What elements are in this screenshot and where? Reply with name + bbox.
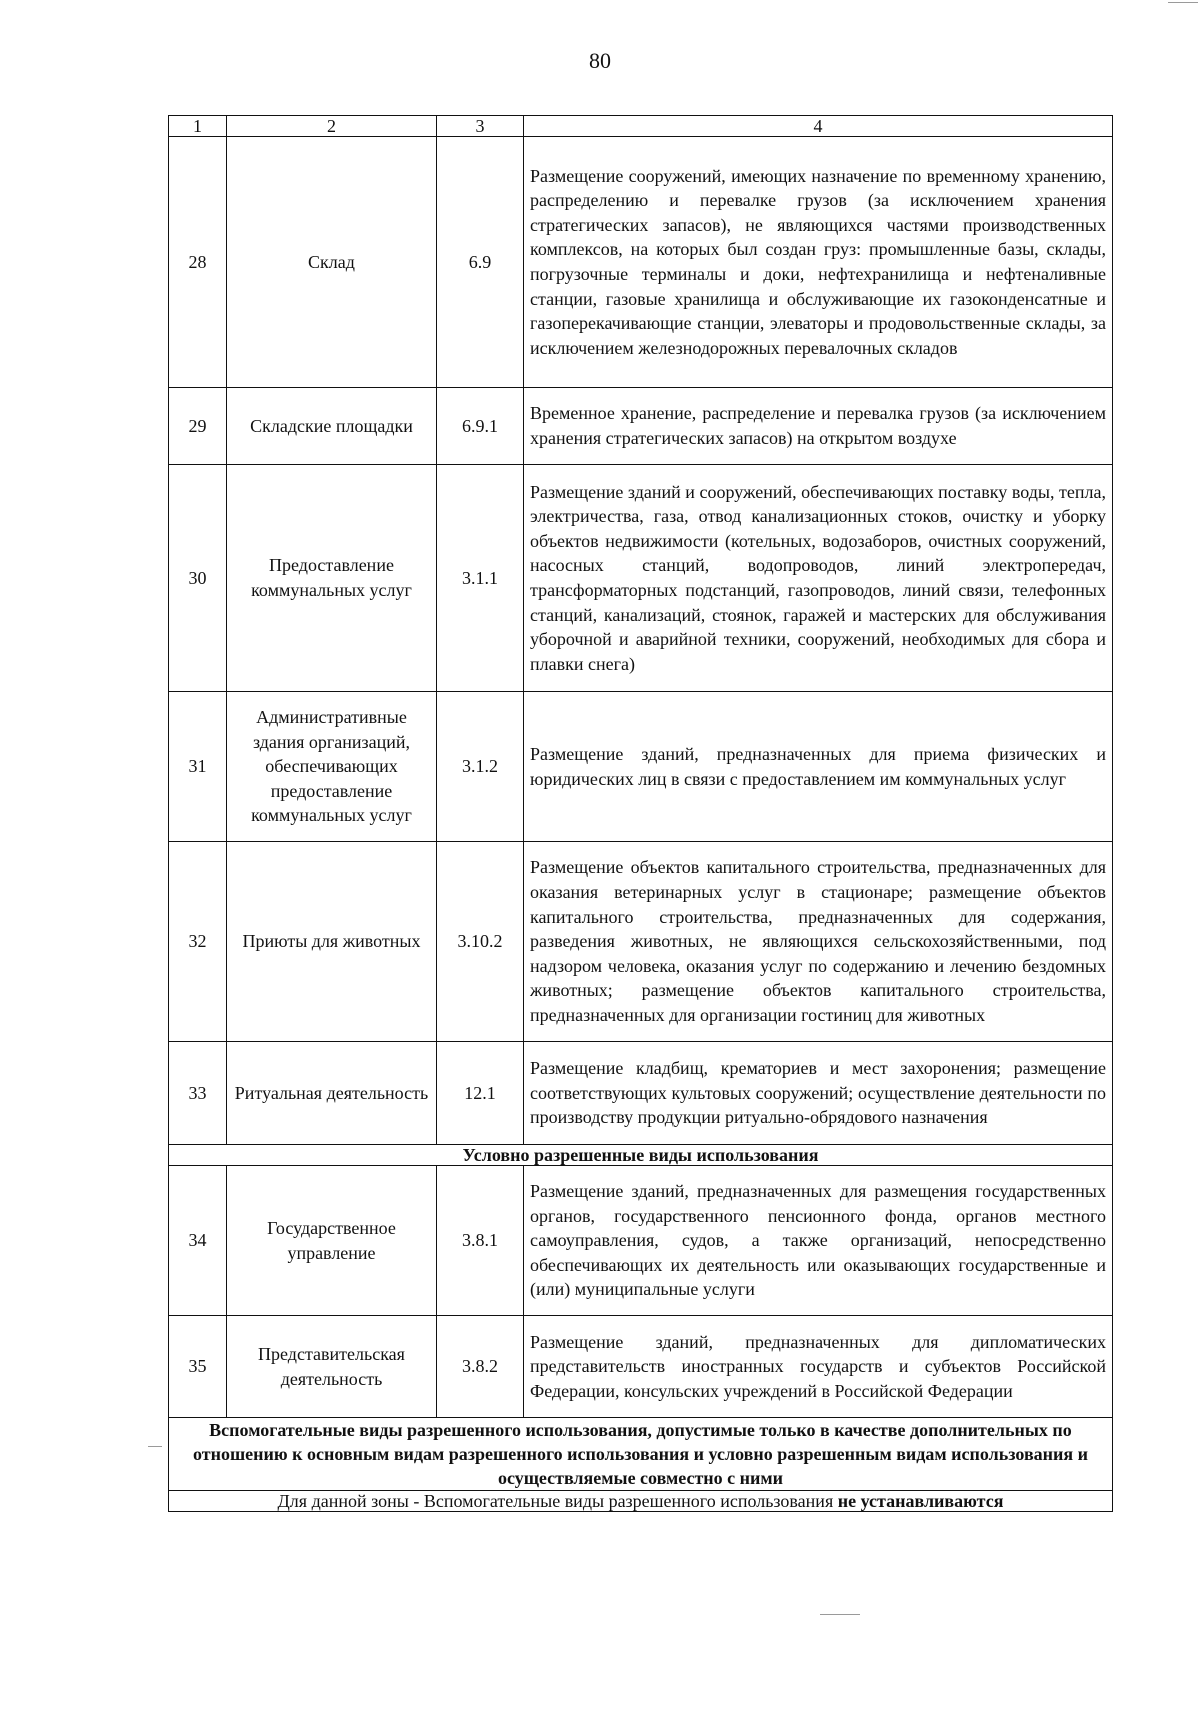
use-type-name: Государственное управление: [227, 1166, 437, 1316]
scan-mark: [148, 1446, 162, 1447]
auxiliary-note: [169, 1491, 1113, 1512]
use-type-description: Размещение объектов капитального строительства, предназначенных для оказания ветеринарных услуг в стационаре; размещение объектов капитального строительства, предназначенных для содержания, разведения животных, не являющихся сельскохозяйственными, под надзором человека, оказания услуг по содержанию и лечению бездомных животных; размещение объектов капитального строительства, предназначенных для организации гостиниц для животных: [524, 842, 1113, 1042]
row-number: 34: [169, 1166, 227, 1316]
scan-mark: [820, 1614, 860, 1615]
use-type-name: Склад: [227, 137, 437, 388]
table-row: [169, 1316, 1113, 1418]
use-type-code: 6.9.1: [437, 388, 524, 465]
conditional-section-title: Условно разрешенные виды использования: [169, 1145, 1113, 1166]
row-number: 32: [169, 842, 227, 1042]
auxiliary-note-bold: не устанавливаются: [837, 1491, 1004, 1511]
use-type-name: Представительская деятельность: [227, 1316, 437, 1418]
row-number: 28: [169, 137, 227, 388]
page-number: 80: [589, 48, 611, 73]
use-type-description: Размещение кладбищ, крематориев и мест захоронения; размещение соответствующих культовых сооружений; осуществление деятельности по производству продукции ритуально-обрядового назначения: [524, 1042, 1113, 1145]
conditional-section-row: [169, 1145, 1113, 1166]
auxiliary-section-row: [169, 1418, 1113, 1491]
use-type-description: Размещение зданий, предназначенных для дипломатических представительств иностранных государств и субъектов Российской Федерации, консульских учреждений в Российской Федерации: [524, 1316, 1113, 1418]
header-col-4: 4: [524, 116, 1113, 137]
row-number: 31: [169, 692, 227, 842]
scan-mark: [1168, 2, 1198, 3]
use-type-description: Размещение сооружений, имеющих назначение по временному хранению, распределению и перевалке грузов (за исключением хранения стратегических запасов), не являющихся частями производственных комплексов, на которых был создан груз: промышленные базы, склады, погрузочные терминалы и доки, нефтехранилища и нефтеналивные станции, газовые хранилища и обслуживающие их газоконденсатные и газоперекачивающие станции, элеваторы и продовольственные склады, за исключением железнодорожных перевалочных складов: [524, 137, 1113, 388]
header-col-3: 3: [437, 116, 524, 137]
use-type-name: Приюты для животных: [227, 842, 437, 1042]
table-row: [169, 137, 1113, 388]
table-row: [169, 842, 1113, 1042]
auxiliary-note-row: [169, 1491, 1113, 1512]
use-type-description: Временное хранение, распределение и перевалка грузов (за исключением хранения стратегических запасов) на открытом воздухе: [524, 388, 1113, 465]
table-row: [169, 1042, 1113, 1145]
use-type-name: Складские площадки: [227, 388, 437, 465]
use-type-name: Административные здания организаций, обеспечивающих предоставление коммунальных услуг: [227, 692, 437, 842]
table-row: [169, 692, 1113, 842]
use-type-description: Размещение зданий, предназначенных для приема физических и юридических лиц в связи с предоставлением им коммунальных услуг: [524, 692, 1113, 842]
land-use-table: [168, 115, 1113, 1512]
use-type-description: Размещение зданий и сооружений, обеспечивающих поставку воды, тепла, электричества, газа, отвод канализационных стоков, очистку и уборку объектов недвижимости (котельных, водозаборов, очистных сооружений, насосных станций, водопроводов, линий электропередач, трансформаторных подстанций, газопроводов, линий связи, телефонных станций, канализаций, стоянок, гаражей и мастерских для обслуживания уборочной и аварийной техники, сооружений, необходимых для сбора и плавки снега): [524, 465, 1113, 692]
row-number: 29: [169, 388, 227, 465]
row-number: 30: [169, 465, 227, 692]
table-row: [169, 388, 1113, 465]
header-col-1: 1: [169, 116, 227, 137]
use-type-code: 3.8.1: [437, 1166, 524, 1316]
auxiliary-note-prefix: Для данной зоны - Вспомогательные виды разрешенного использования: [277, 1491, 838, 1511]
header-row: [169, 116, 1113, 137]
row-number: 35: [169, 1316, 227, 1418]
use-type-name: Предоставление коммунальных услуг: [227, 465, 437, 692]
use-type-name: Ритуальная деятельность: [227, 1042, 437, 1145]
use-type-code: 3.8.2: [437, 1316, 524, 1418]
use-type-code: 3.1.2: [437, 692, 524, 842]
use-type-description: Размещение зданий, предназначенных для размещения государственных органов, государственного пенсионного фонда, органов местного самоуправления, судов, а также организаций, непосредственно обеспечивающих их деятельность или оказывающих государственные и (или) муниципальные услуги: [524, 1166, 1113, 1316]
row-number: 33: [169, 1042, 227, 1145]
table-row: [169, 1166, 1113, 1316]
table-row: [169, 465, 1113, 692]
auxiliary-section-title: Вспомогательные виды разрешенного использования, допустимые только в качестве дополнительных по отношению к основным видам разрешенного использования и условно разрешенным видам использования и осуществляемые совместно с ними: [169, 1418, 1113, 1491]
use-type-code: 3.10.2: [437, 842, 524, 1042]
header-col-2: 2: [227, 116, 437, 137]
use-type-code: 12.1: [437, 1042, 524, 1145]
use-type-code: 6.9: [437, 137, 524, 388]
use-type-code: 3.1.1: [437, 465, 524, 692]
